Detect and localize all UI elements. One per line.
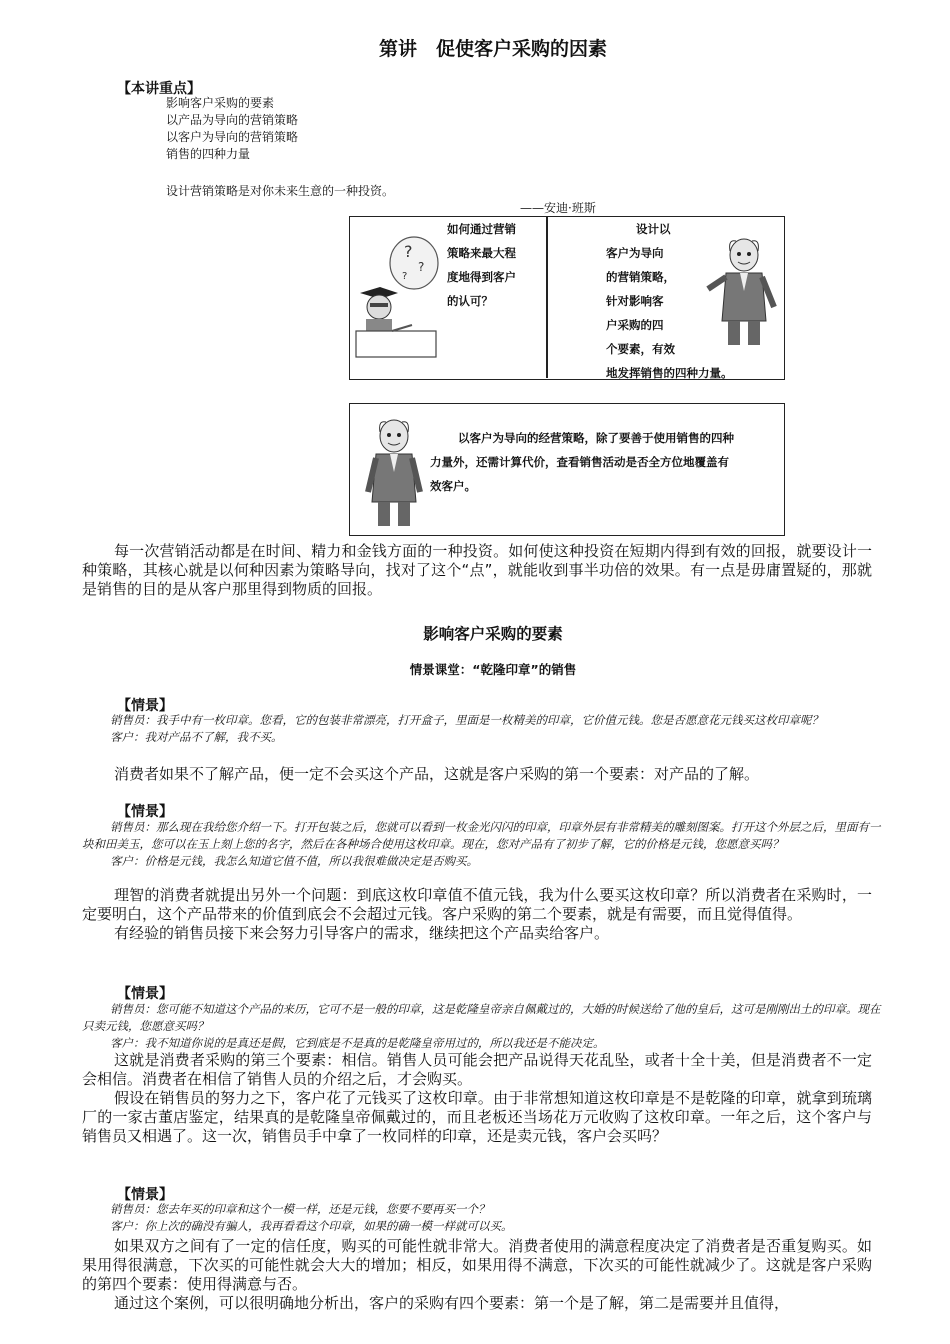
box1-answer-line: 地发挥销售的四种力量。: [606, 366, 733, 380]
box1-question-line: 的认可？: [447, 294, 493, 308]
quote-text: 设计营销策略是对你未来生意的一种投资。: [166, 184, 395, 198]
key-point-item: 以客户为导向的营销策略: [166, 130, 299, 144]
box1-answer-line: 的营销策略，: [606, 270, 675, 284]
dialog-line: 客户：你上次的确没有骗人，我再看看这个印章，如果的确一模一样就可以买。: [110, 1219, 513, 1233]
svg-text:?: ?: [418, 260, 425, 274]
student-illustration: [352, 231, 440, 361]
scene-dialog: [82, 712, 882, 746]
scene-label: 【情景】: [117, 804, 173, 820]
dialog-line: 销售员：那么现在我给您介绍一下。打开包装之后，您就可以看到一枚金光闪闪的印章，印章外层有非常精美的雕刻图案。打开这个外层之后，里面有一块和田美玉，您可以在玉上刻上您的名字，然后在各种场合使用这枚印章。现在，您对产品有了初步了解，它的价格是元钱，您愿意买吗？: [82, 820, 881, 851]
dialog-line: 客户：价格是元钱，我怎么知道它值不值，所以我很难做决定是否购买。: [110, 854, 478, 868]
scene-dialog: [82, 819, 882, 870]
scene-label: 【情景】: [117, 986, 173, 1002]
box1-question: [447, 217, 547, 313]
key-points-heading: 【本讲重点】: [117, 81, 201, 97]
manager-illustration: [360, 418, 430, 528]
box1-question-line: 如何通过营销: [447, 222, 516, 236]
scene-paragraphs: [82, 1237, 872, 1313]
dialog-line: 客户：我对产品不了解，我不买。: [110, 730, 283, 744]
box1-answer-line: 针对影响客: [606, 294, 664, 308]
scene-label: 【情景】: [117, 698, 173, 714]
box1-answer-line: 客户为导向: [606, 246, 664, 260]
scene-paragraph: 如果双方之间有了一定的信任度，购买的可能性就非常大。消费者使用的满意程度决定了消费者是否重复购买。如果用得很满意，下次买的可能性就会大大的增加；相反，如果用得不满意，下次买的可能性就减少了。这就是客户采购的第四个要素：使用得满意与否。: [82, 1237, 872, 1293]
box2-text-line: 力量外，还需计算代价，查看销售活动是否全方位地覆盖有: [430, 455, 729, 469]
box2-text: [430, 426, 780, 498]
scene-paragraphs: [82, 1051, 872, 1146]
scene-paragraph: 这就是消费者采购的第三个要素：相信。销售人员可能会把产品说得天花乱坠，或者十全十美，但是消费者不一定会相信。消费者在相信了销售人员的介绍之后，才会购买。: [82, 1051, 872, 1088]
dialog-line: 销售员：您可能不知道这个产品的来历，它可不是一般的印章，这是乾隆皇帝亲自佩戴过的，大婚的时候送给了他的皇后，这可是刚刚出土的印章。现在只卖元钱，您愿意买吗？: [82, 1002, 881, 1033]
scene-label: 【情景】: [117, 1187, 173, 1203]
scene-dialog: [82, 1201, 882, 1235]
key-points-list: [166, 95, 298, 163]
box2-text-line: 效客户。: [430, 479, 476, 493]
key-point-item: 以产品为导向的营销策略: [166, 113, 299, 127]
scene-paragraph: 理智的消费者就提出另外一个问题：到底这枚印章值不值元钱，我为什么要买这枚印章？所以消费者在采购时，一定要明白，这个产品带来的价值到底会不会超过元钱。客户采购的第二个要素，就是有需要，而且觉得值得。: [82, 886, 872, 923]
key-point-item: 影响客户采购的要素: [166, 96, 275, 110]
illustration-box-2: [349, 403, 785, 536]
key-point-item: 销售的四种力量: [166, 147, 251, 161]
box1-answer-line: 设计以: [636, 222, 671, 236]
teacher-illustration: [704, 237, 782, 349]
quote-author: ——安迪·班斯: [520, 201, 596, 215]
page-title: 第讲 促使客户采购的因素: [378, 38, 607, 60]
intro-paragraph: 每一次营销活动都是在时间、精力和金钱方面的一种投资。如何使这种投资在短期内得到有效的回报，就要设计一种策略，其核心就是以何种因素为策略导向，找对了这个“点”，就能收到事半功倍的效果。有一点是毋庸置疑的，那就是销售的目的是从客户那里得到物质的回报。: [82, 542, 872, 598]
scene-paragraphs: [82, 886, 872, 943]
illustration-box-1: [349, 216, 785, 380]
scene-paragraph: 假设在销售员的努力之下，客户花了元钱买了这枚印章。由于非常想知道这枚印章是不是乾隆的印章，就拿到琉璃厂的一家古董店鉴定，结果真的是乾隆皇帝佩戴过的，而且老板还当场花万元收购了这枚印章。一年之后，这个客户与销售员又相遇了。这一次，销售员手中拿了一枚同样的印章，还是卖元钱，客户会买吗？: [82, 1089, 872, 1145]
box1-question-line: 策略来最大程: [447, 246, 516, 260]
dialog-line: 销售员：您去年买的印章和这个一模一样，还是元钱，您要不要再买一个？: [110, 1202, 490, 1216]
box1-question-line: 度地得到客户: [447, 270, 516, 284]
box1-answer-line: 户采购的四: [606, 318, 664, 332]
scene-paragraph: 消费者如果不了解产品，便一定不会买这个产品，这就是客户采购的第一个要素：对产品的了解。: [114, 765, 760, 783]
scene-dialog: [82, 1001, 882, 1052]
section-title: 影响客户采购的要素: [423, 625, 563, 643]
box2-text-line: 以客户为导向的经营策略，除了要善于使用销售的四种: [458, 431, 734, 445]
svg-text:?: ?: [402, 271, 408, 282]
dialog-line: 销售员：我手中有一枚印章。您看，它的包装非常漂亮，打开盒子，里面是一枚精美的印章，它价值元钱。您是否愿意花元钱买这枚印章呢？: [110, 713, 823, 727]
box1-answer-line: 个要素，有效: [606, 342, 675, 356]
svg-text:?: ?: [404, 242, 413, 261]
scene-paragraph: 通过这个案例，可以很明确地分析出，客户的采购有四个要素：第一个是了解，第二是需要并且值得，: [114, 1294, 790, 1312]
dialog-line: 客户：我不知道你说的是真还是假，它到底是不是真的是乾隆皇帝用过的，所以我还是不能决定。: [110, 1036, 605, 1050]
scene-paragraph: 有经验的销售员接下来会努力引导客户的需求，继续把这个产品卖给客户。: [114, 924, 610, 942]
case-title: 情景课堂：“乾隆印章”的销售: [409, 662, 577, 677]
